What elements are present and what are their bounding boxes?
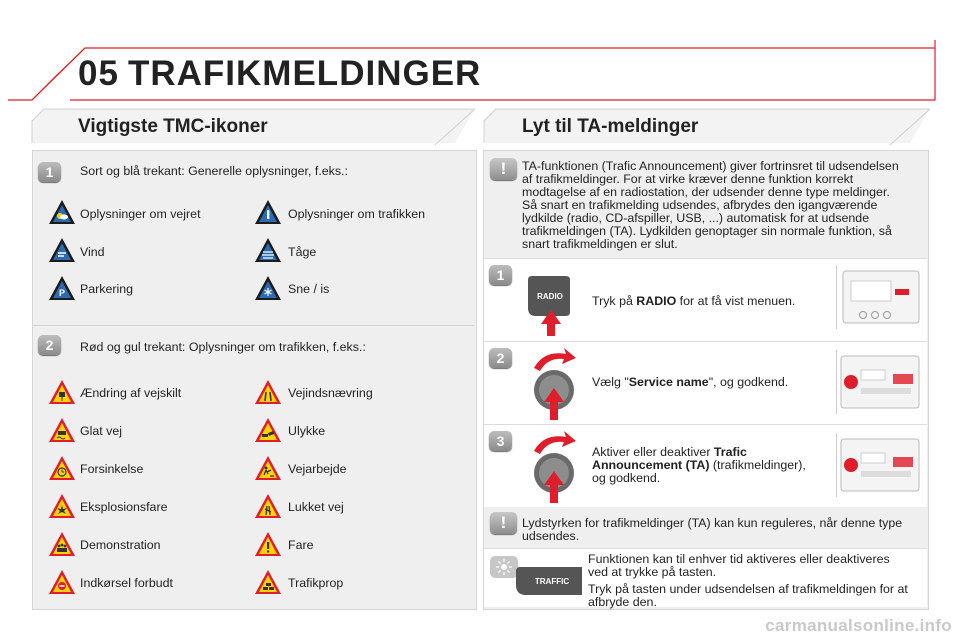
danger-icon [254,531,282,557]
tip-text-2: Tryk på tasten under udsendelsen af trafikmeldingen for at afbryde den. [588,582,908,609]
left-section-title: Vigtigste TMC-ikoner [78,116,268,137]
group2-label-11: Indkørsel forbudt [80,576,173,590]
group2-label-2: Vejindsnævring [288,386,373,400]
step-badge-2: 2 [489,348,512,368]
sign-change-icon [48,379,76,405]
group-divider [33,325,474,326]
step-badge-3: 3 [489,431,512,451]
radio-knob-thumbnail [836,433,923,497]
group1-label-4: Tåge [288,245,317,259]
warning-exclamation-icon: ! [490,512,517,534]
accident-icon [254,417,282,443]
page-title: TRAFIKMELDINGER [128,54,482,93]
group1-intro: Sort og blå trekant: Generelle oplysninger, f.eks.: [80,164,348,178]
chapter-number: 05 [78,54,119,93]
radio-button-icon[interactable] [524,274,574,338]
group2-label-7: Eksplosionsfare [80,500,168,514]
rotary-knob-icon[interactable] [524,427,584,505]
svg-text:P: P [58,288,66,298]
no-entry-icon [48,569,76,595]
group2-label-12: Trafikprop [288,576,344,590]
group1-label-5: Parkering [80,282,134,296]
rotary-knob-icon[interactable] [524,344,584,422]
step2-text: Vælg "Service name", og godkend. [592,375,789,389]
group2-label-4: Ulykke [288,424,326,438]
group2-intro: Rød og gul trekant: Oplysninger om trafikken, f.eks.: [80,340,366,354]
fog-icon [254,237,282,263]
traffic-button-icon[interactable] [512,565,584,597]
group1-label-3: Vind [80,245,105,259]
warning-exclamation-icon: ! [490,158,517,180]
delay-icon [48,455,76,481]
step-badge-1: 1 [38,162,61,182]
weather-icon [48,199,76,225]
roadworks-icon [254,455,282,481]
group2-label-8: Lukket vej [288,500,344,514]
watermark: carmanualsonline.info [765,616,952,635]
group1-label-2: Oplysninger om trafikken [288,207,426,221]
step-badge-2: 2 [38,335,61,355]
radio-unit-thumbnail [836,265,923,329]
step1-text: Tryk på RADIO for at få vist menuen. [592,294,796,308]
closed-road-icon [254,493,282,519]
group2-label-5: Forsinkelse [80,462,144,476]
group1-label-6: Sne / is [288,282,330,296]
ta-description: TA-funktionen (Trafic Announcement) giver fortrinsret til udsendelsen af trafikmeldinger. For at virke kræver denne funktion korrekt modtagelse af en radiostation, der udsender denne type meldinger. Så snart en trafikmelding udsendes, afbrydes den igangværende lydkilde (radio, CD-afspiller, USB, ...) automatisk for at udsende trafikmeldingen (TA). Lydkilden genoptager sin normale funktion, så snart trafikmeldingen er slut. [522,159,899,251]
group2-label-9: Demonstration [80,538,161,552]
snow-icon [254,275,282,301]
traffic-button-label: TRAFFIC [534,577,570,586]
wind-icon [48,237,76,263]
group2-label-1: Ændring af vejskilt [80,386,182,400]
traffic-jam-icon [254,569,282,595]
right-section-title: Lyt til TA-meldinger [522,116,699,137]
step3-text: Aktiver eller deaktiver Trafic Announcement (TA) (trafikmeldinger), og godkend. [592,445,806,485]
tip-text-1: Funktionen kan til enhver tid aktiveres eller deaktiveres ved at trykke på tasten. [588,552,890,579]
demonstration-icon [48,531,76,557]
radio-button-label: RADIO [537,292,563,301]
group1-label-1: Oplysninger om vejret [80,207,201,221]
explosion-icon [48,493,76,519]
group2-label-6: Vejarbejde [288,462,347,476]
group2-label-10: Fare [288,538,314,552]
traffic-info-icon [254,199,282,225]
slippery-road-icon [48,417,76,443]
volume-note: Lydstyrken for trafikmeldinger (TA) kan kun reguleres, når denne type udsendes. [522,516,903,543]
parking-icon [48,275,76,301]
road-narrowing-icon [254,379,282,405]
radio-knob-thumbnail [836,350,923,414]
group2-label-3: Glat vej [80,424,123,438]
step-badge-1: 1 [489,265,512,285]
